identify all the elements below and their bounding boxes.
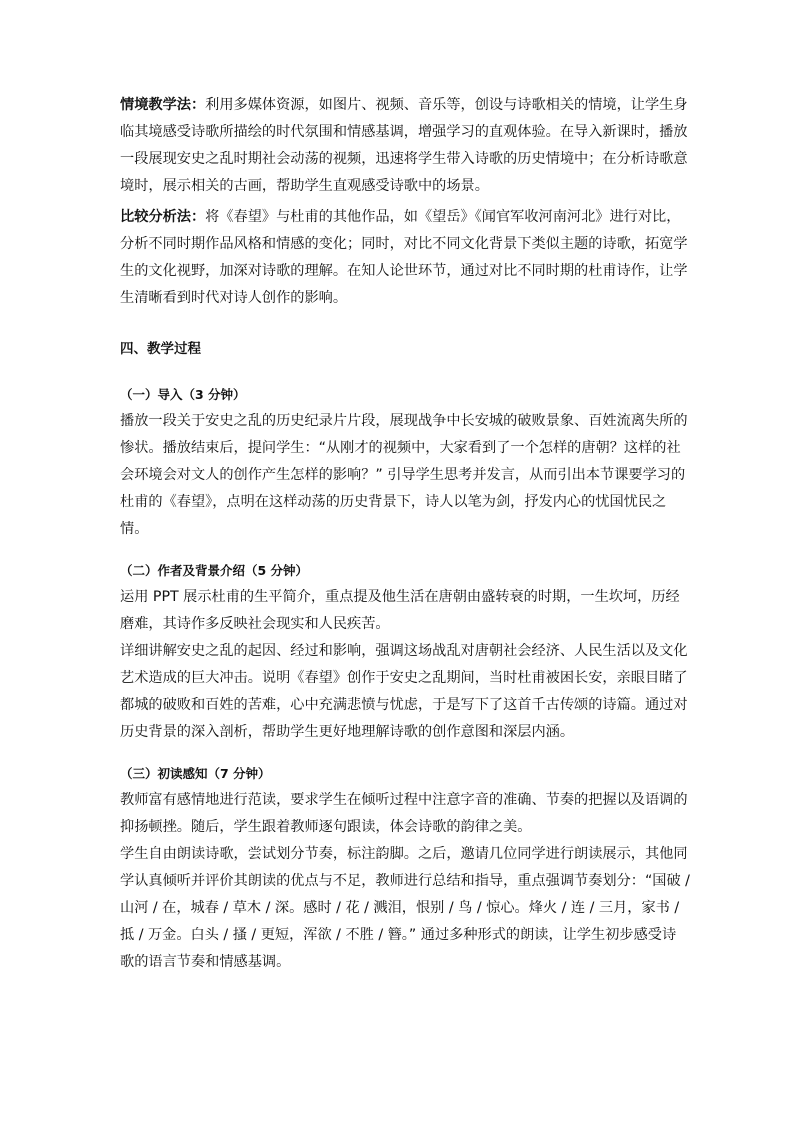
paragraph-text: 将《春望》与杜甫的其他作品，如《望岳》《闻官军收河南河北》进行对比，分析不同时期作品风格和情感的变化；同时，对比不同文化背景下类似主题的诗歌，拓宽学生的文化视野，加深对诗歌的理解。在知人论世环节，通过对比不同时期的杜甫诗作，让学生清晰看到时代对诗人创作的影响。 — [120, 209, 688, 306]
subheading-author-background: （二）作者及背景介绍（5 分钟） — [120, 563, 309, 578]
paragraph-author-intro: 运用 PPT 展示杜甫的生平简介，重点提及他生活在唐朝由盛转衰的时期，一生坎坷，历经磨难，其诗作多反映社会现实和人民疾苦。 — [120, 589, 680, 632]
paragraph-lead: 比较分析法： — [120, 209, 206, 225]
section-heading-teaching-process: 四、教学过程 — [120, 341, 201, 357]
paragraph-free-reading: 学生自由朗读诗歌，尝试划分节奏，标注韵脚。之后，邀请几位同学进行朗读展示，其他同学认真倾听并评价其朗读的优点与不足，教师进行总结和指导，重点强调节奏划分：“国破 / 山河 / 在，城春 / 草木 / 深。感时 / 花 / 溅泪，恨别 / 鸟 / 惊心。烽火 / 连 / 三月，家书 / 抵 / 万金。白头 / 搔 / 更短，浑欲 / 不胜 / 簪。” 通过多种形式的朗读，让学生初步感受诗歌的语言节奏和情感基调。 — [120, 846, 690, 970]
subheading-introduction: （一）导入（3 分钟） — [120, 387, 246, 402]
paragraph-background: 详细讲解安史之乱的起因、经过和影响，强调这场战乱对唐朝社会经济、人民生活以及文化艺术造成的巨大冲击。说明《春望》创作于安史之乱期间，当时杜甫被困长安，亲眼目睹了都城的破败和百姓的苦难，心中充满悲愤与忧虑，于是写下了这首千古传颂的诗篇。通过对历史背景的深入剖析，帮助学生更好地理解诗歌的创作意图和深层内涵。 — [120, 643, 688, 740]
paragraph-lead: 情境教学法： — [120, 97, 206, 113]
paragraph-comparative-analysis — [120, 204, 690, 312]
paragraph-text: 利用多媒体资源，如图片、视频、音乐等，创设与诗歌相关的情境，让学生身临其境感受诗歌所描绘的时代氛围和情感基调，增强学习的直观体验。在导入新课时，播放一段展现安史之乱时期社会动荡的视频，迅速将学生带入诗歌的历史情境中；在分析诗歌意境时，展示相关的古画，帮助学生直观感受诗歌中的场景。 — [120, 97, 688, 194]
paragraph-situational-teaching — [120, 92, 690, 200]
paragraph-introduction: 播放一段关于安史之乱的历史纪录片片段，展现战争中长安城的破败景象、百姓流离失所的惨状。播放结束后，提问学生：“从刚才的视频中，大家看到了一个怎样的唐朝？这样的社会环境会对文人的创作产生怎样的影响？” 引导学生思考并发言，从而引出本节课要学习的杜甫的《春望》，点明在这样动荡的历史背景下，诗人以笔为剑，抒发内心的忧国忧民之情。 — [120, 413, 688, 537]
subheading-first-reading: （三）初读感知（7 分钟） — [120, 766, 271, 781]
document-body — [120, 92, 690, 976]
paragraph-model-reading: 教师富有感情地进行范读，要求学生在倾听过程中注意字音的准确、节奏的把握以及语调的抑扬顿挫。随后，学生跟着教师逐句跟读，体会诗歌的韵律之美。 — [120, 792, 688, 835]
